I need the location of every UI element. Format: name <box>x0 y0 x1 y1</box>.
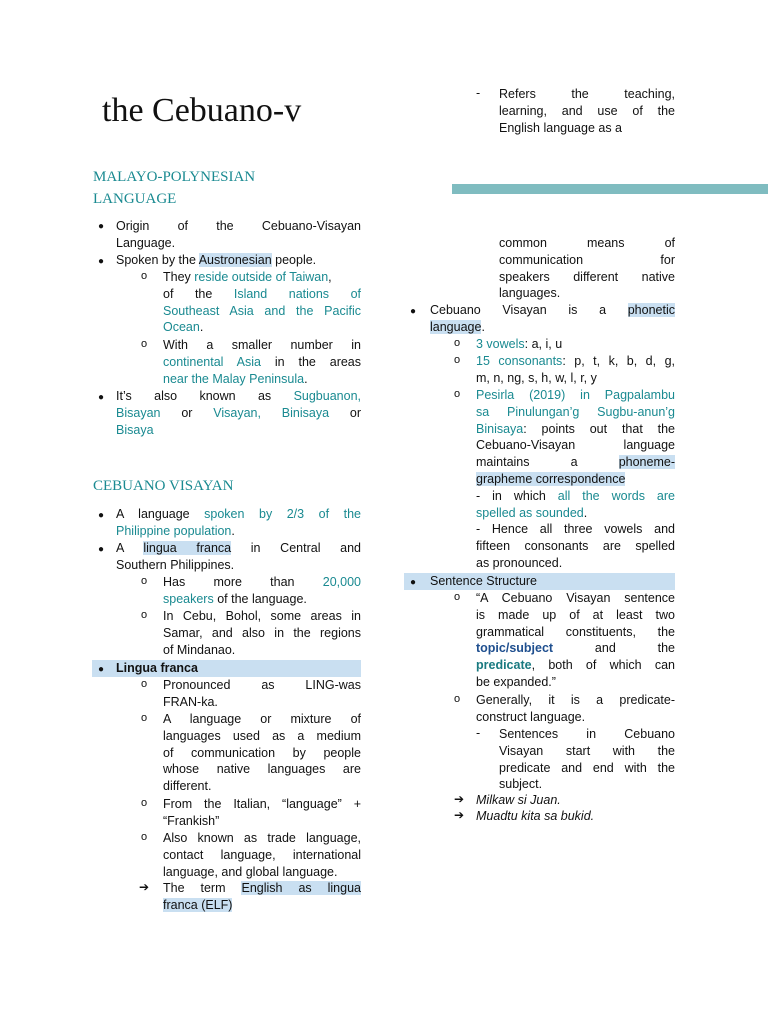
teal-text: reside outside of Taiwan <box>194 270 329 284</box>
text: - in which <box>476 488 558 503</box>
text: and the <box>553 641 675 656</box>
teal-text: Island nations of <box>233 286 361 301</box>
text-line: Pronounced as LING-was <box>163 678 361 692</box>
list-item <box>116 388 361 438</box>
circle-bullet-icon: o <box>141 575 148 587</box>
teal-text: continental Asia <box>163 354 261 369</box>
teal-text: Visayan, Binisaya <box>213 405 330 420</box>
list-item <box>163 880 361 914</box>
text-line: as pronounced. <box>476 555 563 570</box>
arrow-right-icon: ➔ <box>454 808 465 822</box>
text-line: is made up of at least two <box>476 607 675 622</box>
teal-text: Ocean <box>163 320 200 335</box>
text-line: English language as a <box>499 120 623 135</box>
text-line: be expanded.” <box>476 674 556 689</box>
text: , <box>328 270 332 284</box>
text: of the language. <box>213 591 307 606</box>
list-item <box>499 86 675 136</box>
highlight-text: grapheme correspondence <box>476 471 626 486</box>
list-item <box>163 574 361 608</box>
text-line: “A Cebuano Visayan sentence <box>476 591 675 605</box>
text-line: different. <box>163 779 212 794</box>
text: Has more than <box>163 575 323 589</box>
text-line: A language or mixture of <box>163 712 361 726</box>
list-item <box>163 830 361 880</box>
bullet-icon: ● <box>410 577 417 588</box>
text-line: contact language, international <box>163 847 361 862</box>
text-line: Also known as trade language, <box>163 831 361 845</box>
heading-line: MALAYO-POLYNESIAN <box>93 169 256 185</box>
text-line: of Mindanao. <box>163 642 236 657</box>
text: The term <box>163 881 242 895</box>
text: in Central and <box>231 541 361 555</box>
teal-text: Bisayan <box>116 405 161 420</box>
text: . <box>199 320 204 335</box>
bullet-icon: ● <box>410 306 417 317</box>
text-line: learning, and use of the <box>499 103 675 118</box>
list-item <box>476 336 675 353</box>
text-line: languages. <box>499 286 561 301</box>
text-line: grammatical constituents, the <box>476 624 675 639</box>
circle-bullet-icon: o <box>454 693 461 705</box>
text: . <box>231 523 235 538</box>
text: . <box>481 319 485 334</box>
arrow-right-icon: ➔ <box>139 880 150 894</box>
highlight-text: Austronesian <box>198 253 272 267</box>
text-line: Samar, and also in the regions <box>163 625 361 640</box>
teal-text: 3 vowels <box>476 337 525 351</box>
example-sentence: Muadtu kita sa bukid. <box>476 809 595 823</box>
text-line: In Cebu, Bohol, some areas in <box>163 609 361 623</box>
teal-text: Philippine population <box>116 523 232 538</box>
text-line: Origin of the Cebuano-Visayan <box>116 219 361 233</box>
highlight-text: lingua franca <box>143 541 232 555</box>
text-line: “Frankish” <box>163 813 220 828</box>
list-item <box>476 387 675 572</box>
teal-text: Bisaya <box>116 422 154 437</box>
text: It’s also known as <box>116 389 294 403</box>
text: or <box>160 405 214 420</box>
example-sentence: Milkaw si Juan. <box>476 793 561 807</box>
teal-text: 15 consonants <box>476 354 563 368</box>
list-item <box>476 353 675 387</box>
circle-bullet-icon: o <box>141 831 148 843</box>
circle-bullet-icon: o <box>454 388 461 400</box>
decorative-bar <box>452 184 768 194</box>
bullet-icon: ● <box>98 664 105 675</box>
text: : a, i, u <box>524 337 563 351</box>
text-line: Sentences in Cebuano <box>499 727 675 741</box>
list-item <box>476 692 675 726</box>
text: , both of which can <box>531 658 675 673</box>
bold-text: topic/subject <box>476 641 554 656</box>
list-item <box>430 302 675 336</box>
circle-bullet-icon: o <box>454 337 461 349</box>
highlight-text: phonetic <box>627 303 675 317</box>
text: A language <box>116 507 205 521</box>
text-line: language, and global language. <box>163 864 338 879</box>
text-line: languages used as a medium <box>163 728 361 743</box>
list-item <box>116 506 361 540</box>
text: or <box>329 405 362 420</box>
text-line: Cebuano-Visayan language <box>476 438 675 453</box>
circle-bullet-icon: o <box>454 591 461 603</box>
list-item <box>163 608 361 658</box>
text-line: Visayan start with the <box>499 743 675 758</box>
arrow-right-icon: ➔ <box>454 792 465 806</box>
list-item <box>116 218 361 252</box>
circle-bullet-icon: o <box>141 678 148 690</box>
section-heading-malayo <box>93 166 255 210</box>
text: in the areas <box>260 354 362 369</box>
list-item-heading: Lingua franca <box>116 661 198 675</box>
list-item <box>163 677 361 711</box>
circle-bullet-icon: o <box>141 609 148 621</box>
text: . <box>583 505 588 520</box>
highlight-text: language <box>430 319 482 334</box>
text: Cebuano Visayan is a <box>430 303 628 317</box>
teal-text: spelled as sounded <box>476 505 584 520</box>
circle-bullet-icon: o <box>454 354 461 366</box>
text-line: With a smaller number in <box>163 338 361 352</box>
bullet-icon: ● <box>98 544 105 555</box>
teal-text: all the words are <box>557 488 675 503</box>
highlight-text: English as lingua <box>241 881 361 895</box>
text-line: common means of <box>499 236 675 250</box>
teal-text: near the Malay Peninsula <box>163 371 305 386</box>
text-line: Generally, it is a predicate- <box>476 693 675 707</box>
list-item-heading: Sentence Structure <box>430 574 538 588</box>
highlight-text: phoneme- <box>618 455 675 470</box>
bold-text: predicate <box>476 658 532 673</box>
list-item <box>163 796 361 830</box>
text-line: whose native languages are <box>163 762 361 777</box>
circle-bullet-icon: o <box>141 270 148 282</box>
text: . <box>304 371 308 386</box>
text: : p, t, k, b, d, g, <box>562 354 675 368</box>
dash-bullet-icon: - <box>476 86 481 100</box>
heading-line: LANGUAGE <box>93 191 177 207</box>
bullet-icon: ● <box>98 221 105 232</box>
teal-text: Sugbuanon, <box>293 389 361 403</box>
circle-bullet-icon: o <box>141 797 148 809</box>
bullet-icon: ● <box>98 392 105 403</box>
teal-text: sa Pinulungan’g Sugbu-anun’g <box>476 404 675 419</box>
text-line: construct language. <box>476 709 586 724</box>
list-item <box>476 590 675 691</box>
teal-text: Southeast Asia and the Pacific <box>163 303 361 318</box>
text-line: m, n, ng, s, h, w, l, r, y <box>476 370 597 385</box>
continued-text <box>499 235 675 302</box>
text-line: of communication by people <box>163 745 361 760</box>
bullet-icon: ● <box>98 256 105 267</box>
circle-bullet-icon: o <box>141 338 148 350</box>
teal-text: Binisaya <box>476 421 524 436</box>
text: maintains a <box>476 455 619 470</box>
teal-text: Pesirla (2019) in Pagpalambu <box>476 388 675 402</box>
text: people. <box>271 253 317 267</box>
dash-bullet-icon: - <box>476 726 481 740</box>
section-heading-cebuano-visayan: CEBUANO VISAYAN <box>93 478 234 494</box>
teal-text: spoken by 2/3 of the <box>204 507 361 521</box>
list-item <box>163 269 361 336</box>
bullet-icon: ● <box>98 510 105 521</box>
text-line: speakers different native <box>499 269 675 284</box>
teal-text: 20,000 <box>322 575 361 589</box>
list-item <box>163 711 361 795</box>
text: Spoken by the <box>116 253 199 267</box>
text-line: From the Italian, “language” + <box>163 797 361 811</box>
teal-text: speakers <box>163 591 214 606</box>
circle-bullet-icon: o <box>141 712 148 724</box>
list-item <box>163 337 361 387</box>
text-line: FRAN-ka. <box>163 694 218 709</box>
list-item <box>116 540 361 574</box>
list-item <box>499 726 675 793</box>
text-line: fifteen consonants are spelled <box>476 539 675 554</box>
text-line: Refers the teaching, <box>499 87 675 101</box>
text-line: communication for <box>499 252 675 267</box>
text: of the <box>163 286 234 301</box>
text-line: Language. <box>116 235 176 250</box>
text-line: - Hence all three vowels and <box>476 522 675 537</box>
page-title: the Cebuano-v <box>102 92 302 129</box>
highlight-text: franca (ELF) <box>163 897 233 912</box>
text: A <box>116 541 144 555</box>
text-line: subject. <box>499 777 543 792</box>
text: They <box>163 270 195 284</box>
text-line: predicate and end with the <box>499 760 675 775</box>
text: : points out that the <box>523 421 675 436</box>
text-line: Southern Philippines. <box>116 557 235 572</box>
list-item <box>116 252 361 269</box>
